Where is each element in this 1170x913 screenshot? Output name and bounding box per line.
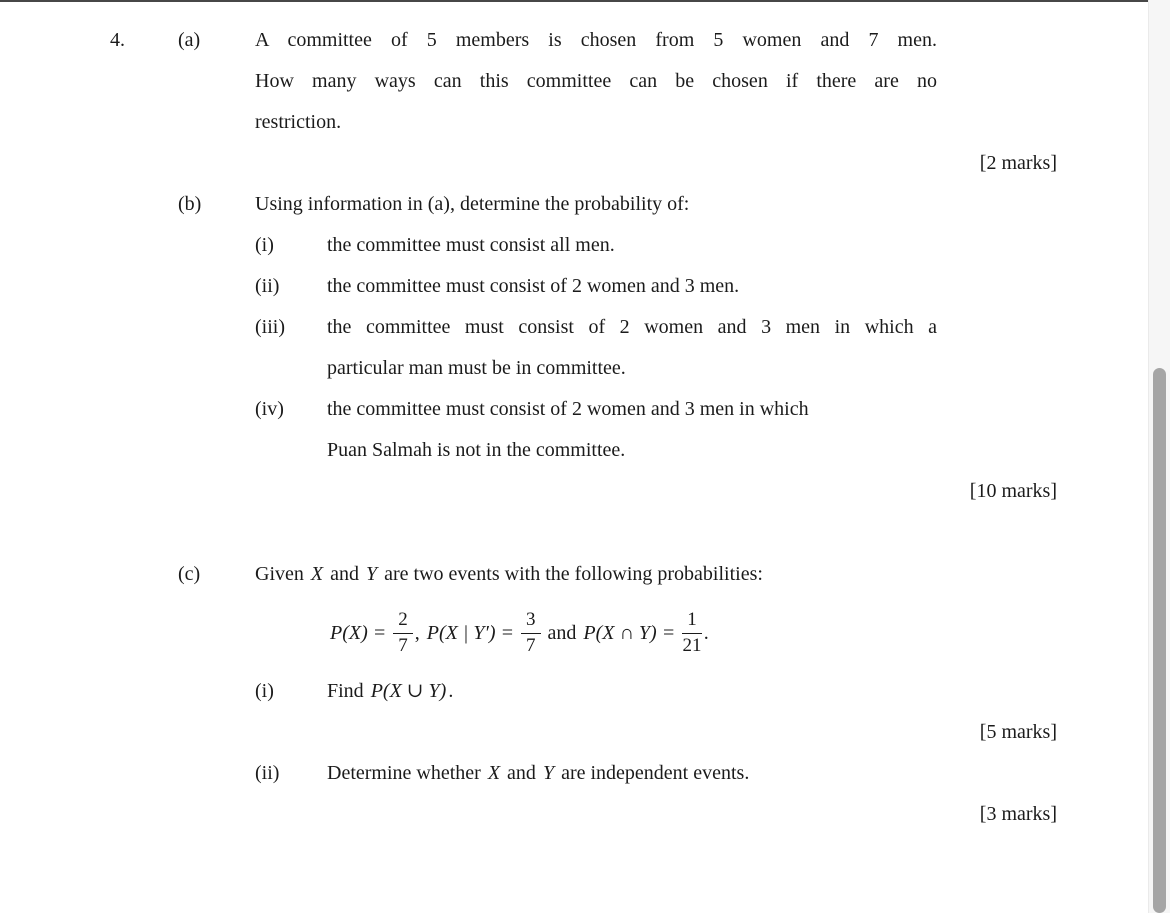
- part-c: [110, 554, 1057, 835]
- part-a-content: [255, 20, 1057, 184]
- part-b-label: (b): [178, 193, 202, 215]
- fraction-denominator: 21: [682, 635, 702, 656]
- text-line: particular man must be in committee.: [327, 357, 626, 379]
- scrollbar-track[interactable]: [1148, 0, 1170, 913]
- marks-label: [5 marks]: [979, 721, 1057, 743]
- item-text: [327, 266, 937, 307]
- item-text: [327, 389, 937, 471]
- text-line: How many ways can this committee can be chosen if there are no: [255, 70, 937, 92]
- part-c-content: [255, 554, 1057, 835]
- item-text-segment: .: [448, 680, 454, 702]
- text-line: [327, 753, 937, 794]
- variable-y: Y: [542, 762, 555, 784]
- question-number: 4.: [110, 29, 125, 51]
- part-c-label: (c): [178, 563, 201, 585]
- part-a: [110, 20, 1057, 184]
- text-line: [327, 671, 937, 712]
- list-item: [255, 266, 937, 307]
- marks-label: [2 marks]: [979, 152, 1057, 174]
- list-item: [255, 389, 937, 471]
- item-label: (ii): [255, 762, 280, 784]
- equation-separator: ,: [414, 621, 420, 644]
- list-item: [255, 671, 937, 712]
- text-line: the committee must consist of 2 women and 3 men in which: [327, 398, 809, 420]
- list-item: [255, 307, 937, 389]
- fraction-denominator: 7: [398, 635, 408, 656]
- part-b-intro: Using information in (a), determine the probability of:: [255, 193, 690, 215]
- fraction-numerator: 2: [393, 609, 413, 634]
- equation-term: P(X) =: [330, 621, 387, 644]
- text-line: A committee of 5 members is chosen from 5 women and 7 men.: [255, 29, 937, 51]
- part-b: [110, 184, 1057, 512]
- item-label: (iii): [255, 316, 285, 338]
- item-label: (iv): [255, 398, 284, 420]
- item-text-segment: and: [502, 762, 541, 784]
- intro-text: are two events with the following probabilities:: [379, 563, 763, 585]
- equation-term: P(X ∩ Y) =: [583, 621, 676, 644]
- item-text: [327, 671, 937, 712]
- window-top-edge: [0, 0, 1170, 2]
- list-item: [255, 753, 937, 794]
- intro-text: Given: [255, 563, 309, 585]
- fraction: [682, 609, 702, 657]
- text-line: the committee must consist of 2 women and 3 men in which a: [327, 316, 937, 338]
- text-line: restriction.: [255, 111, 342, 133]
- equation-term: P(X | Y′) =: [426, 621, 514, 644]
- marks-label: [10 marks]: [969, 480, 1057, 502]
- item-text: [327, 225, 937, 266]
- item-text-segment: Find: [327, 680, 369, 702]
- variable-x: X: [310, 563, 324, 585]
- fraction: [393, 609, 413, 657]
- equation-conjunction: and: [547, 621, 577, 644]
- equation-period: .: [703, 621, 709, 644]
- text-line: Puan Salmah is not in the committee.: [327, 439, 626, 461]
- question-number-spacer: [110, 184, 178, 512]
- item-text-segment: are independent events.: [556, 762, 750, 784]
- item-text-segment: Determine whether: [327, 762, 486, 784]
- scrollbar-thumb[interactable]: [1153, 368, 1166, 913]
- variable-x: X: [487, 762, 501, 784]
- text-line: the committee must consist all men.: [327, 234, 615, 256]
- text-line: the committee must consist of 2 women and 3 men.: [327, 275, 740, 297]
- variable-y: Y: [366, 563, 378, 585]
- item-text: [327, 753, 937, 794]
- fraction: [521, 609, 541, 657]
- marks-label: [3 marks]: [979, 803, 1057, 825]
- part-b-content: [255, 184, 1057, 512]
- probability-equation: [330, 595, 1057, 671]
- list-item: [255, 225, 937, 266]
- item-label: (i): [255, 234, 274, 256]
- fraction-numerator: 3: [521, 609, 541, 634]
- item-label: (ii): [255, 275, 280, 297]
- intro-text: and: [325, 563, 364, 585]
- part-a-label: (a): [178, 29, 201, 51]
- item-label: (i): [255, 680, 274, 702]
- part-c-intro: [255, 554, 937, 595]
- item-text: [327, 307, 937, 389]
- question-number-spacer: [110, 554, 178, 835]
- fraction-denominator: 7: [526, 635, 536, 656]
- fraction-numerator: 1: [682, 609, 702, 634]
- math-expression: P(X ∪ Y): [370, 680, 447, 702]
